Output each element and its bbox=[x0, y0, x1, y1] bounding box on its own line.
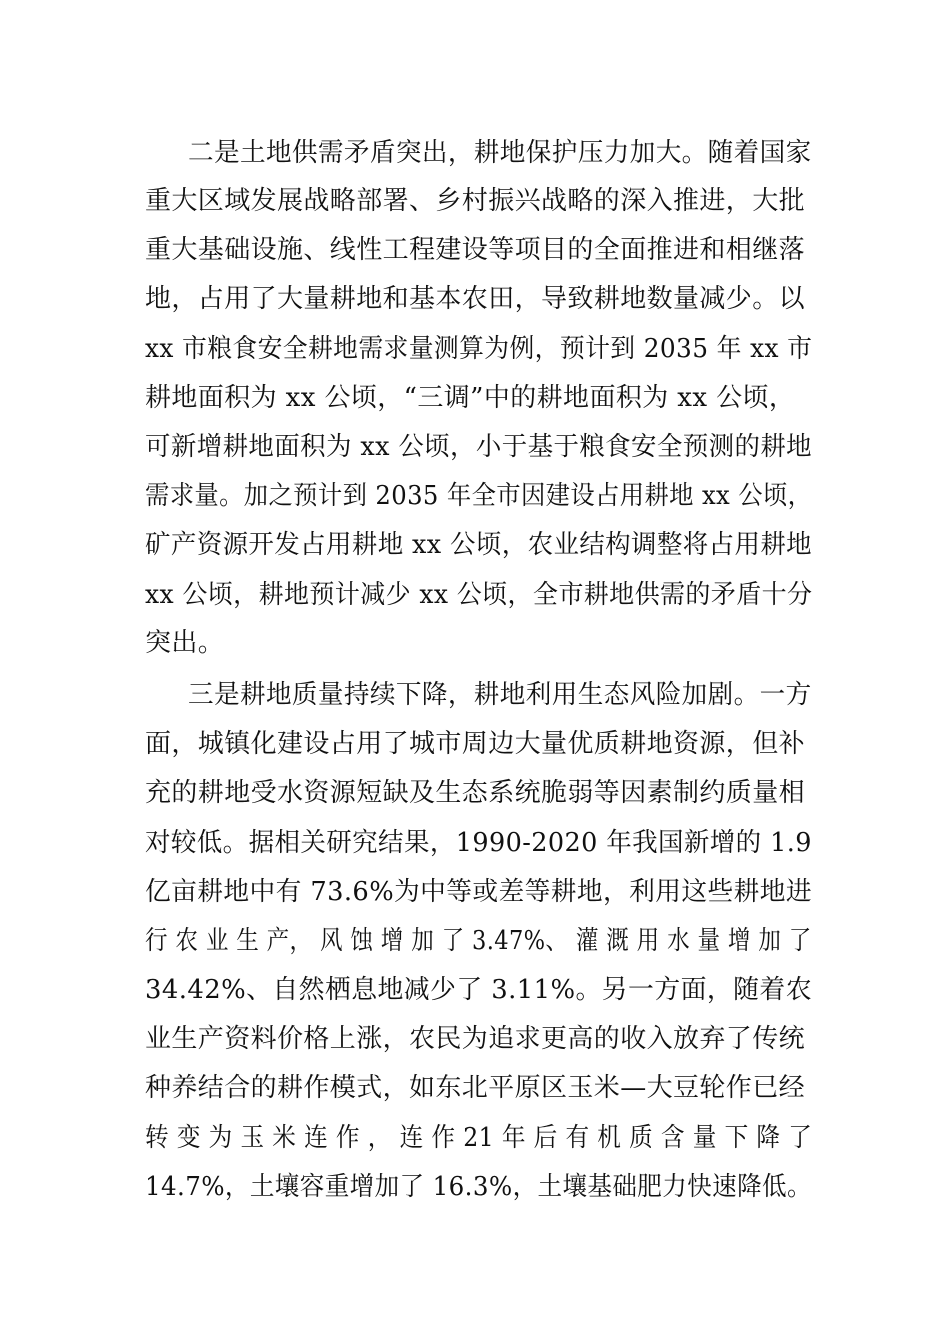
paragraph-1-line-3: 重大基础设施、线性工程建设等项目的全面推进和相继落 bbox=[145, 235, 806, 265]
paragraph-1-line-10: xx 公顷，耕地预计减少 xx 公顷，全市耕地供需的矛盾十分 bbox=[145, 580, 813, 610]
paragraph-1-line-5: xx 市粮食安全耕地需求量测算为例，预计到 2035 年 xx 市 bbox=[145, 334, 813, 364]
paragraph-2-line-10: 转 变 为 玉 米 连 作 ， 连 作 21 年 后 有 机 质 含 量 下 降 了 bbox=[145, 1123, 813, 1153]
paragraph-1-line-4: 地，占用了大量耕地和基本农田，导致耕地数量减少。以 bbox=[145, 284, 806, 314]
paragraph-1-line-6: 耕地面积为 xx 公顷，“三调”中的耕地面积为 xx 公顷， bbox=[145, 383, 796, 413]
paragraph-2-line-4: 对较低。据相关研究结果，1990-2020 年我国新增的 1.9 bbox=[145, 828, 812, 858]
paragraph-1-line-9: 矿产资源开发占用耕地 xx 公顷，农业结构调整将占用耕地 bbox=[145, 530, 813, 560]
paragraph-2-line-8: 业生产资料价格上涨，农民为追求更高的收入放弃了传统 bbox=[145, 1024, 806, 1054]
paragraph-2-line-5: 亿亩耕地中有 73.6%为中等或差等耕地，利用这些耕地进 bbox=[145, 877, 813, 907]
paragraph-2-line-1: 三是耕地质量持续下降，耕地利用生态风险加剧。一方 bbox=[188, 680, 812, 710]
paragraph-2-line-2: 面，城镇化建设占用了城市周边大量优质耕地资源，但补 bbox=[145, 729, 806, 759]
paragraph-2-line-9: 种养结合的耕作模式，如东北平原区玉米—大豆轮作已经 bbox=[145, 1073, 806, 1103]
paragraph-1-line-2: 重大区域发展战略部署、乡村振兴战略的深入推进，大批 bbox=[145, 186, 806, 216]
paragraph-1-line-7: 可新增耕地面积为 xx 公顷，小于基于粮食安全预测的耕地 bbox=[145, 432, 813, 462]
paragraph-1-line-1: 二是土地供需矛盾突出，耕地保护压力加大。随着国家 bbox=[188, 138, 812, 168]
paragraph-2-line-7: 34.42%、自然栖息地减少了 3.11%。另一方面，随着农 bbox=[145, 975, 812, 1005]
paragraph-1-line-11: 突出。 bbox=[145, 628, 225, 658]
paragraph-2-line-3: 充的耕地受水资源短缺及生态系统脆弱等因素制约质量相 bbox=[145, 778, 806, 808]
paragraph-1-line-8: 需求量。加之预计到 2035 年全市因建设占用耕地 xx 公顷， bbox=[145, 481, 813, 511]
paragraph-2-line-6: 行 农 业 生 产， 风 蚀 增 加 了 3.47%、 灌 溉 用 水 量 增 加 了 bbox=[145, 926, 812, 956]
paragraph-2-line-11: 14.7%，土壤容重增加了 16.3%，土壤基础肥力快速降低。 bbox=[145, 1172, 812, 1202]
